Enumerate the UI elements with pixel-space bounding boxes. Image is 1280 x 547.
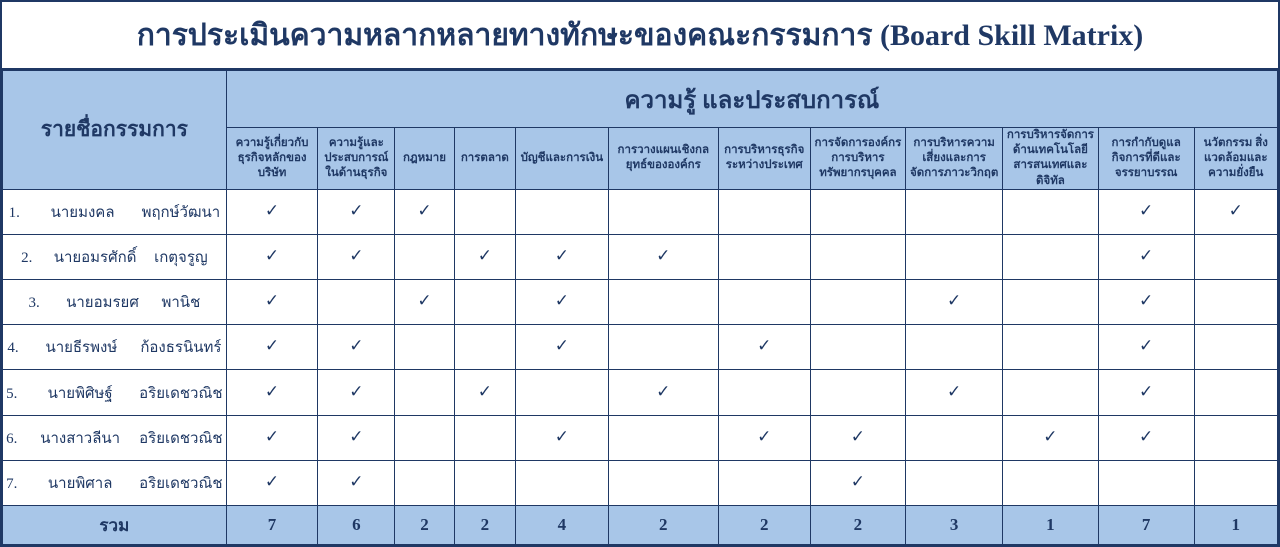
check-icon: ✓ [1139, 291, 1154, 312]
skill-check-cell [454, 234, 515, 279]
column-header-10: การกำกับดูแลกิจการที่ดีและจรรยาบรรณ [1098, 128, 1194, 190]
skill-empty-cell [516, 189, 609, 234]
skill-check-cell [1098, 325, 1194, 370]
table-footer [3, 506, 1278, 545]
check-icon: ✓ [1043, 426, 1058, 447]
skill-check-cell [318, 415, 395, 460]
check-icon: ✓ [850, 426, 866, 447]
column-header-3: การตลาด [454, 128, 515, 190]
skill-empty-cell [516, 460, 609, 505]
skill-check-cell [318, 325, 395, 370]
check-icon: ✓ [349, 426, 364, 447]
check-icon: ✓ [349, 336, 364, 357]
row-index: 6. [6, 430, 18, 447]
skill-empty-cell [906, 325, 1003, 370]
skill-check-cell [516, 234, 609, 279]
total-cell-3: 2 [454, 506, 515, 545]
skill-empty-cell [906, 189, 1003, 234]
check-icon: ✓ [554, 291, 569, 312]
column-header-2: กฎหมาย [395, 128, 454, 190]
skill-empty-cell [906, 460, 1003, 505]
skill-check-cell [226, 415, 318, 460]
check-icon: ✓ [349, 381, 364, 402]
skill-empty-cell [1003, 234, 1099, 279]
table-row [3, 189, 1278, 234]
skill-empty-cell [810, 370, 906, 415]
total-cell-2: 2 [395, 506, 454, 545]
director-given-name: นายพิศาล [47, 475, 113, 492]
column-header-5: การวางแผนเชิงกลยุทธ์ขององค์กร [608, 128, 718, 190]
check-icon: ✓ [1139, 200, 1154, 221]
skill-empty-cell [718, 460, 810, 505]
skill-empty-cell [1003, 370, 1099, 415]
check-icon: ✓ [656, 381, 671, 402]
skill-check-cell [906, 370, 1003, 415]
director-name-cell [3, 189, 227, 234]
director-given-name: นางสาวลีนา [40, 430, 121, 447]
check-icon: ✓ [554, 426, 569, 447]
check-icon: ✓ [1228, 200, 1243, 221]
skill-check-cell [1098, 415, 1194, 460]
director-family-name: พานิช [161, 295, 201, 312]
check-icon: ✓ [477, 245, 492, 266]
skill-empty-cell [810, 325, 906, 370]
skill-empty-cell [1003, 189, 1099, 234]
skill-check-cell [226, 370, 318, 415]
check-icon: ✓ [264, 291, 280, 312]
table-row [3, 370, 1278, 415]
skill-check-cell [810, 460, 906, 505]
skill-empty-cell [454, 189, 515, 234]
skill-check-cell [226, 280, 318, 325]
title-bar [2, 2, 1278, 70]
skill-empty-cell [1194, 415, 1277, 460]
skill-empty-cell [906, 415, 1003, 460]
skill-empty-cell [608, 280, 718, 325]
column-header-0: ความรู้เกี่ยวกับธุรกิจหลักของบริษัท [226, 128, 318, 190]
skill-check-cell [1098, 370, 1194, 415]
skill-check-cell [608, 234, 718, 279]
skill-check-cell [1098, 280, 1194, 325]
director-name-cell [3, 415, 227, 460]
director-name-cell [3, 460, 227, 505]
total-cell-5: 2 [608, 506, 718, 545]
check-icon: ✓ [554, 336, 569, 357]
skill-empty-cell [1003, 325, 1099, 370]
check-icon: ✓ [947, 291, 962, 312]
director-given-name: นายอมรศักดิ์ [53, 249, 137, 266]
skill-empty-cell [810, 234, 906, 279]
skill-empty-cell [608, 325, 718, 370]
table-row [3, 460, 1278, 505]
check-icon: ✓ [477, 381, 492, 402]
skill-check-cell [226, 234, 318, 279]
check-icon: ✓ [656, 245, 671, 266]
skill-empty-cell [454, 415, 515, 460]
skill-check-cell [718, 415, 810, 460]
skill-check-cell [1194, 189, 1277, 234]
skill-empty-cell [1194, 234, 1277, 279]
skill-check-cell [318, 370, 395, 415]
check-icon: ✓ [554, 245, 569, 266]
total-cell-11: 1 [1194, 506, 1277, 545]
skill-empty-cell [395, 415, 454, 460]
skill-empty-cell [516, 370, 609, 415]
skill-empty-cell [906, 234, 1003, 279]
director-given-name: นายอมรยศ [66, 295, 139, 312]
skill-check-cell [516, 415, 609, 460]
column-header-8: การบริหารความเสี่ยงและการจัดการภาวะวิกฤต [906, 128, 1003, 190]
check-icon: ✓ [349, 200, 364, 221]
totals-label: รวม [3, 506, 227, 545]
column-header-9: การบริหารจัดการด้านเทคโนโลยีสารสนเทศและดิจิทัล [1003, 128, 1099, 190]
skill-empty-cell [395, 234, 454, 279]
skill-empty-cell [1098, 460, 1194, 505]
check-icon: ✓ [1139, 426, 1154, 447]
check-icon: ✓ [349, 245, 364, 266]
check-icon: ✓ [417, 291, 432, 312]
totals-row [3, 506, 1278, 545]
row-index: 1. [8, 204, 20, 221]
director-given-name: นายธีรพงษ์ [45, 340, 118, 357]
column-header-7: การจัดการองค์กรการบริหารทรัพยากรบุคคล [810, 128, 906, 190]
check-icon: ✓ [850, 471, 866, 492]
check-icon: ✓ [1139, 245, 1154, 266]
skill-empty-cell [395, 460, 454, 505]
skill-empty-cell [395, 370, 454, 415]
skill-empty-cell [608, 460, 718, 505]
skill-empty-cell [1194, 370, 1277, 415]
skill-empty-cell [454, 460, 515, 505]
table-row [3, 280, 1278, 325]
skill-empty-cell [1194, 460, 1277, 505]
skill-empty-cell [608, 415, 718, 460]
skill-check-cell [226, 189, 318, 234]
check-icon: ✓ [264, 200, 280, 221]
total-cell-0: 7 [226, 506, 318, 545]
total-cell-4: 4 [516, 506, 609, 545]
total-cell-9: 1 [1003, 506, 1099, 545]
skill-check-cell [608, 370, 718, 415]
director-family-name: อริยเดชวณิช [139, 385, 223, 402]
total-cell-1: 6 [318, 506, 395, 545]
skill-check-cell [454, 370, 515, 415]
skill-empty-cell [718, 280, 810, 325]
row-index: 4. [7, 340, 19, 357]
row-index: 5. [6, 385, 18, 402]
skill-empty-cell [608, 189, 718, 234]
column-header-4: บัญชีและการเงิน [516, 128, 609, 190]
skill-check-cell [906, 280, 1003, 325]
check-icon: ✓ [264, 471, 280, 492]
check-icon: ✓ [264, 381, 280, 402]
check-icon: ✓ [264, 245, 280, 266]
skill-check-cell [1098, 189, 1194, 234]
director-family-name: ก้องธรนินทร์ [140, 340, 222, 357]
skill-empty-cell [810, 189, 906, 234]
skill-empty-cell [1003, 460, 1099, 505]
director-given-name: นายมงคล [50, 204, 115, 221]
skill-check-cell [1098, 234, 1194, 279]
director-family-name: เกตุจรูญ [154, 249, 208, 266]
director-name-cell [3, 370, 227, 415]
row-index: 2. [21, 249, 33, 266]
skill-check-cell [1003, 415, 1099, 460]
check-icon: ✓ [947, 381, 962, 402]
check-icon: ✓ [1139, 381, 1154, 402]
skill-empty-cell [718, 370, 810, 415]
names-column-header: รายชื่อกรรมการ [3, 71, 227, 190]
row-index: 7. [6, 475, 18, 492]
table-row [3, 234, 1278, 279]
skill-check-cell [395, 280, 454, 325]
director-name-cell [3, 234, 227, 279]
skill-check-cell [318, 189, 395, 234]
director-name-cell [3, 280, 227, 325]
total-cell-7: 2 [810, 506, 906, 545]
skill-check-cell [318, 234, 395, 279]
check-icon: ✓ [757, 426, 772, 447]
check-icon: ✓ [264, 426, 280, 447]
skill-empty-cell [718, 234, 810, 279]
check-icon: ✓ [264, 336, 280, 357]
skill-matrix-table [2, 70, 1278, 545]
group-header-row [3, 71, 1278, 128]
table-row [3, 415, 1278, 460]
skill-check-cell [718, 325, 810, 370]
skill-check-cell [810, 415, 906, 460]
row-index: 3. [28, 295, 40, 312]
check-icon: ✓ [1139, 336, 1154, 357]
check-icon: ✓ [349, 471, 364, 492]
director-name-cell [3, 325, 227, 370]
director-family-name: พฤกษ์วัฒนา [141, 204, 221, 221]
director-given-name: นายพิศิษฐ์ [47, 385, 113, 402]
page-title: การประเมินความหลากหลายทางทักษะของคณะกรรมการ (Board Skill Matrix) [136, 18, 1144, 52]
skill-empty-cell [1003, 280, 1099, 325]
director-family-name: อริยเดชวณิช [139, 430, 223, 447]
skill-empty-cell [718, 189, 810, 234]
skill-empty-cell [1194, 325, 1277, 370]
skill-empty-cell [318, 280, 395, 325]
total-cell-6: 2 [718, 506, 810, 545]
total-cell-10: 7 [1098, 506, 1194, 545]
check-icon: ✓ [757, 336, 772, 357]
skill-check-cell [226, 460, 318, 505]
skill-empty-cell [1194, 280, 1277, 325]
table-header [3, 71, 1278, 190]
table-body [3, 189, 1278, 505]
column-header-11: นวัตกรรม สิ่งแวดล้อมและความยั่งยืน [1194, 128, 1277, 190]
skill-check-cell [516, 280, 609, 325]
director-family-name: อริยเดชวณิช [139, 475, 223, 492]
skill-empty-cell [454, 280, 515, 325]
skill-empty-cell [395, 325, 454, 370]
skill-check-cell [318, 460, 395, 505]
total-cell-8: 3 [906, 506, 1003, 545]
column-header-1: ความรู้และประสบการณ์ในด้านธุรกิจ [318, 128, 395, 190]
knowledge-group-header: ความรู้ และประสบการณ์ [226, 71, 1277, 128]
check-icon: ✓ [417, 200, 432, 221]
skill-empty-cell [810, 280, 906, 325]
skill-check-cell [395, 189, 454, 234]
skill-check-cell [226, 325, 318, 370]
column-header-6: การบริหารธุรกิจระหว่างประเทศ [718, 128, 810, 190]
skill-empty-cell [454, 325, 515, 370]
table-row [3, 325, 1278, 370]
skill-check-cell [516, 325, 609, 370]
